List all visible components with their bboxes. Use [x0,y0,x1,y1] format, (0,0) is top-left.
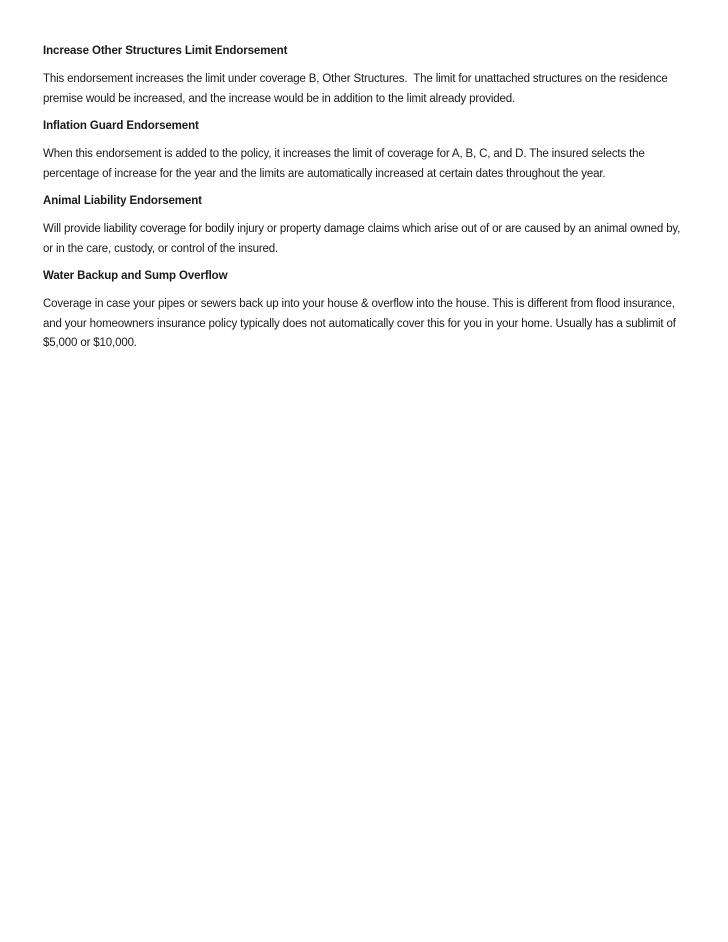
section-water-backup [43,268,683,354]
section-body: When this endorsement is added to the policy, it increases the limit of coverage for A, B, C, and D. The insured selects the percentage of increase for the year and the limits are automatically increased at certain dates throughout the year. [43,148,648,180]
section-heading: Increase Other Structures Limit Endorsement [43,45,288,57]
section-other-structures [43,43,683,109]
section-heading: Water Backup and Sump Overflow [43,270,228,282]
document-page [43,43,683,363]
section-heading: Inflation Guard Endorsement [43,120,199,132]
section-inflation-guard [43,118,683,184]
section-heading: Animal Liability Endorsement [43,195,202,207]
section-body: This endorsement increases the limit under coverage B, Other Structures. The limit for unattached structures on the residence premise would be increased, and the increase would be in addition to the limit already provided. [43,73,671,105]
section-body: Coverage in case your pipes or sewers back up into your house & overflow into the house. This is different from flood insurance, and your homeowners insurance policy typically does not automatically cover this for you in your home. Usually has a sublimit of $5,000 or $10,000. [43,298,679,349]
section-animal-liability [43,193,683,259]
section-body: Will provide liability coverage for bodily injury or property damage claims which arise out of or are caused by an animal owned by, or in the care, custody, or control of the insured. [43,223,684,255]
